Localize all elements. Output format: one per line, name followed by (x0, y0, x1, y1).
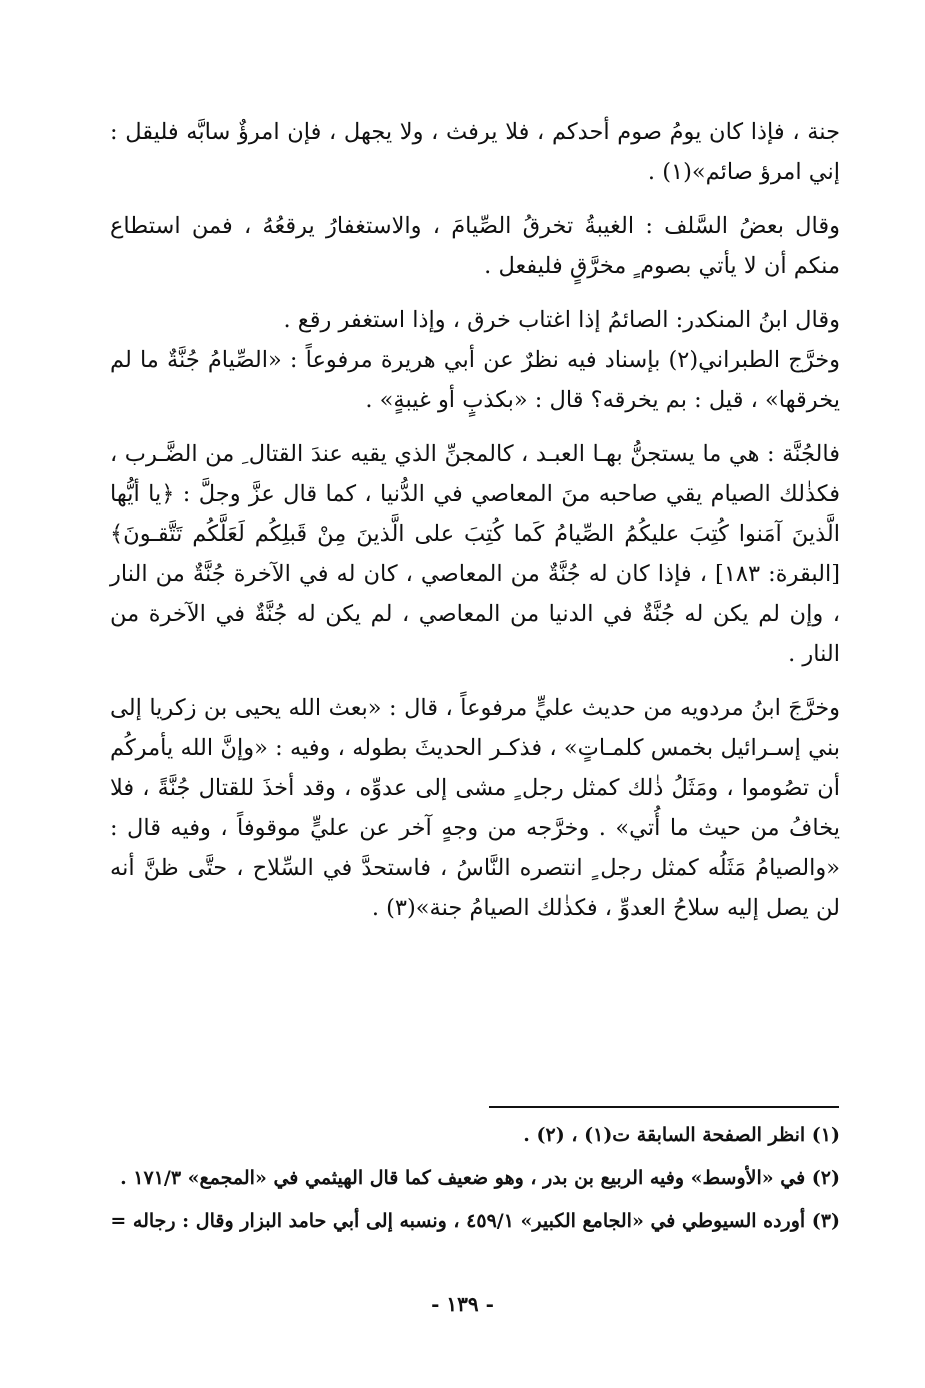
page-number: - ١٣٩ - (431, 1292, 494, 1316)
footnote-separator (489, 1106, 839, 1108)
paragraph: وقال بعضُ السَّلف : الغيبةُ تخرقُ الصِّيامَ ، والاستغفارُ يرقعُهُ ، فمن استطاع منكم أن لا يأتي بصوم ٍ مخرَّقٍ فليفعل . (110, 213, 840, 279)
paragraph: وقال ابنُ المنكدر: الصائمُ إذا اغتاب خرق ، وإذا استغفر رقع . (283, 307, 840, 333)
footnote: (١) انظر الصفحة السابقة ت(١) ، (٢) . (523, 1124, 840, 1146)
main-text (110, 112, 840, 928)
paragraph: وخرَّجَ ابنُ مردويه من حديث عليٍّ مرفوعاً ، قال : «بعث الله يحيى بن زكريا إلى بني إسـرائيل بخمس كلمـاتٍ» ، فذكـر الحديثَ بطوله ، وفيه : «وإنَّ الله يأمركُم أن تصُوموا ، ومَثَلُ ذٰلك كمثل رجل ٍ مشى إلى عدوِّه ، وقد أخذَ للقتال جُنَّةً ، فلا يخافُ من حيث ما أُتي» . وخرَّجه من وجهٍ آخر عن عليٍّ موقوفاً ، وفيه قال : «والصيامُ مَثَلُه كمثل رجل ٍ انتصره النَّاسُ ، فاستحدَّ في السِّلاح ، حتَّى ظنَّ أنه لن يصل إليه سلاحُ العدوِّ ، فكذٰلك الصيامُ جنة»(٣) . (110, 695, 840, 921)
paragraph: وخرَّج الطبراني(٢) بإسناد فيه نظرٌ عن أبي هريرة مرفوعاً : «الصِّيامُ جُنَّةٌ ما لم يخرقها» ، قيل : بم يخرقه؟ قال : «بكذبٍ أو غيبةٍ» . (110, 347, 840, 413)
footnote: (٢) في «الأوسط» وفيه الربيع بن بدر ، وهو ضعيف كما قال الهيثمي في «المجمع» ١٧١/٣ . (120, 1167, 840, 1189)
footnotes (110, 1117, 840, 1246)
paragraph: فالجُنَّة : هي ما يستجنُّ بهـا العبـد ، كالمجنِّ الذي يقيه عندَ القتال ِ من الضَّـرب ، فكذٰلك الصيام يقي صاحبه منَ المعاصي في الدُّنيا ، كما قال عزَّ وجلَّ : ﴿يا أيُّها الَّذينَ آمَنوا كُتِبَ عليكُمُ الصِّيامُ كَما كُتِبَ على الَّذينَ مِنْ قَبلِكُم لَعَلَّكُم تَتَّقـونَ﴾ [البقرة: ١٨٣] ، فإذا كان له جُنَّةٌ من المعاصي ، كان له في الآخرة جُنَّةٌ من النار ، وإن لم يكن له جُنَّةٌ في الدنيا من المعاصي ، لم يكن له جُنَّةٌ في الآخرة من النار . (110, 441, 840, 667)
paragraph: جنة ، فإذا كان يومُ صوم أحدكم ، فلا يرفث ، ولا يجهل ، فإن امرؤٌ سابَّه فليقل : إني امرؤ صائم»(١) . (110, 119, 840, 185)
footnote: (٣) أورده السيوطي في «الجامع الكبير» ٤٥٩/١ ، ونسبه إلى أبي حامد البزار وقال : رجاله = (110, 1210, 840, 1232)
